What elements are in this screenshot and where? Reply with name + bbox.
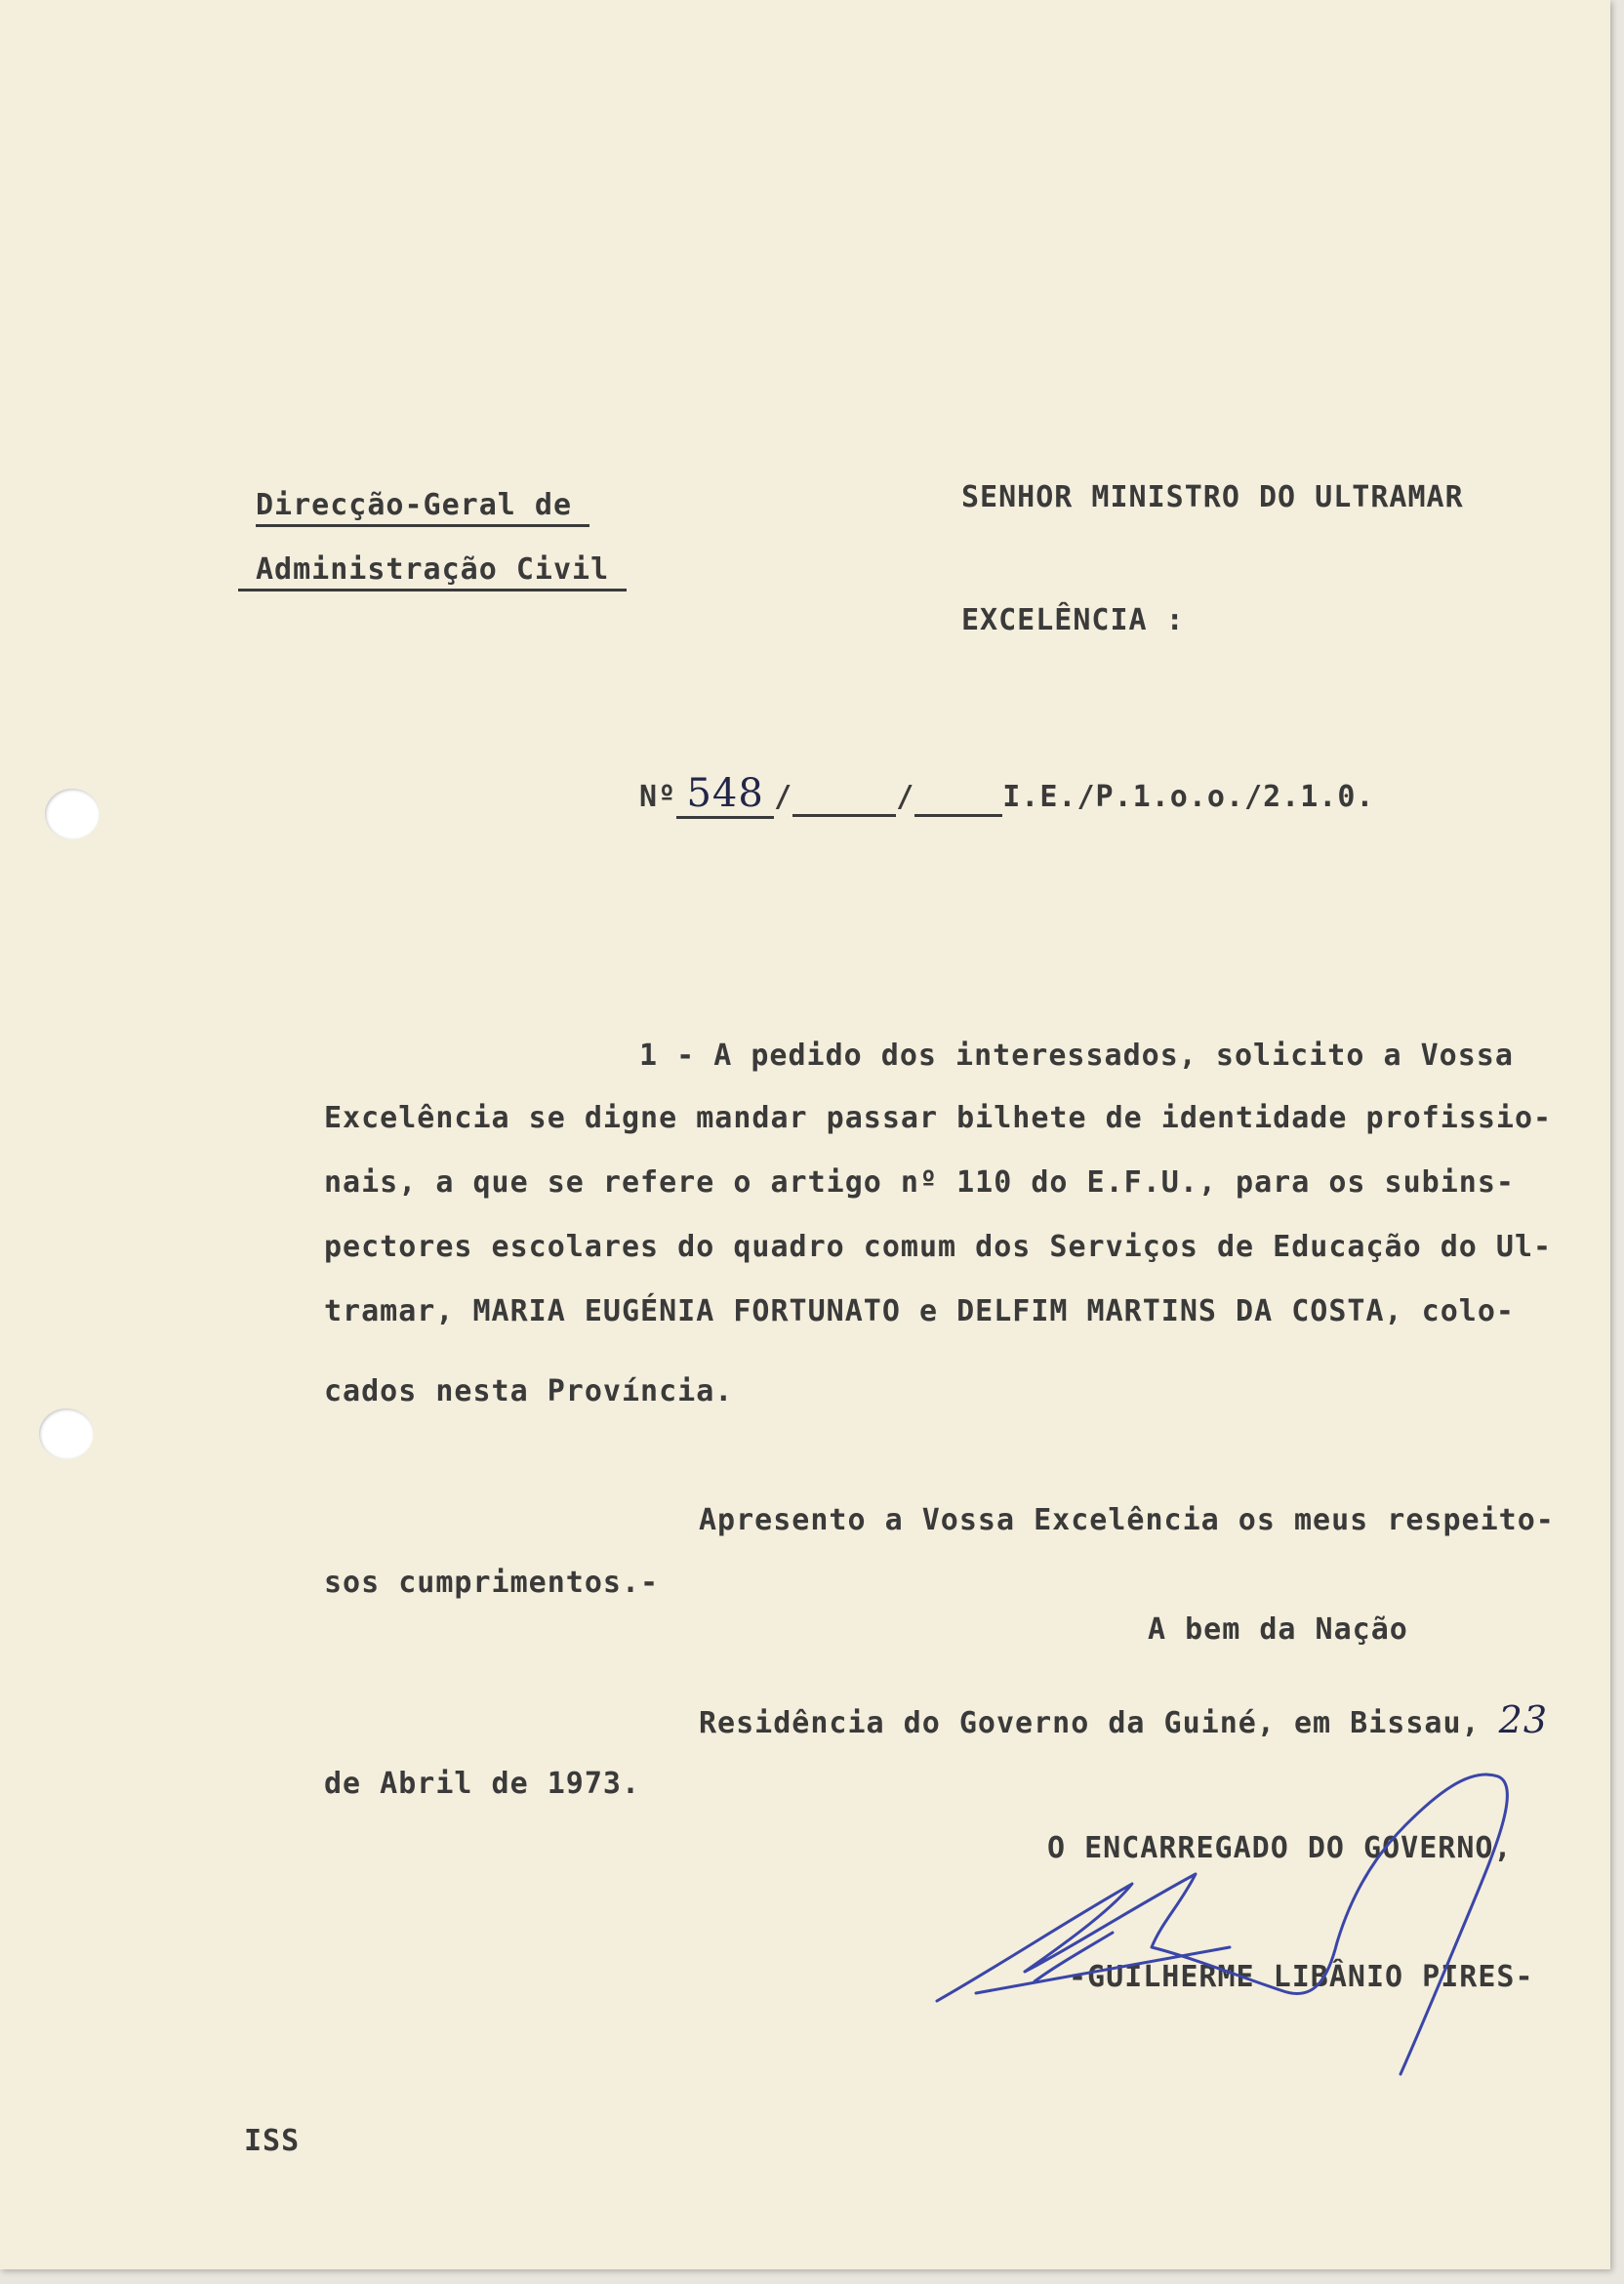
typist-initials: ISS (244, 2124, 301, 2158)
closing-line-2: sos cumprimentos.- (324, 1566, 660, 1600)
reference-code: I.E./P.1.o.o./2.1.0. (1002, 780, 1375, 814)
place-text: Residência do Governo da Guiné, em Bissau, (699, 1706, 1481, 1740)
salutation: EXCELÊNCIA : (961, 603, 1185, 637)
punch-hole-top (45, 789, 100, 839)
punch-hole-bottom (39, 1408, 94, 1459)
reference-sep-1: / (774, 780, 793, 814)
body-line-4: pectores escolares do quadro comum dos Serviços de Educação do Ul- (324, 1230, 1553, 1264)
reference-blank-1 (792, 780, 896, 817)
signatory-name: -GUILHERME LIBÂNIO PIRES- (1069, 1960, 1534, 1994)
reference-sep-2: / (896, 780, 915, 814)
body-line-3: nais, a que se refere o artigo nº 110 do E.F.U., para os subins- (324, 1165, 1515, 1200)
signatory-title: O ENCARREGADO DO GOVERNO, (1047, 1831, 1513, 1865)
date-line: de Abril de 1973. (324, 1767, 641, 1801)
place-line (699, 1698, 1548, 1741)
body-line-5: tramar, MARIA EUGÉNIA FORTUNATO e DELFIM MARTINS DA COSTA, colo- (324, 1294, 1515, 1328)
body-line-2: Excelência se digne mandar passar bilhete de identidade profissio- (324, 1101, 1553, 1135)
reference-prefix: Nº (639, 780, 677, 814)
body-line-1: 1 - A pedido dos interessados, solicito a Vossa (639, 1039, 1514, 1073)
motto: A bem da Nação (1148, 1612, 1408, 1647)
recipient: SENHOR MINISTRO DO ULTRAMAR (961, 480, 1464, 514)
department-line-2: Administração Civil (238, 552, 627, 591)
handwritten-signature (917, 1737, 1542, 2099)
reference-number (639, 771, 1374, 819)
reference-blank-2 (914, 780, 1002, 817)
handwritten-day: 23 (1498, 1698, 1549, 1741)
closing-line-1: Apresento a Vossa Excelência os meus respeito- (699, 1503, 1555, 1537)
department-line-1: Direcção-Geral de (256, 488, 589, 527)
reference-handwritten-number: 548 (676, 771, 774, 819)
body-line-6: cados nesta Província. (324, 1374, 734, 1408)
